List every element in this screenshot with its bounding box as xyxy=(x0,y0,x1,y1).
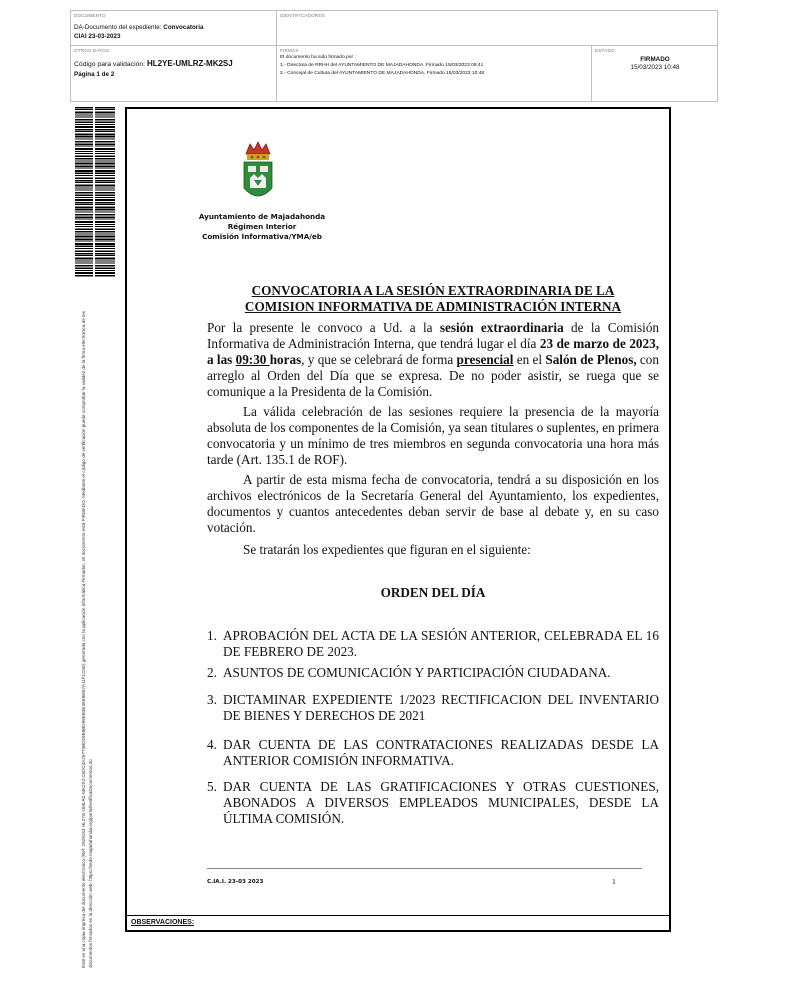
validation-code-prefix: Código para validación: xyxy=(74,61,147,68)
validation-code xyxy=(74,59,233,68)
documento-prefix: DA-Documento del expediente: xyxy=(74,24,164,31)
org-line-2: Régimen Interior xyxy=(227,222,297,231)
estado-date: 15/03/2023 10:48 xyxy=(630,64,680,71)
otros-label: OTROS DATOS xyxy=(74,48,110,53)
firmas-cell xyxy=(277,46,592,101)
org-line-3: Comisión Informativa/YMA/eb xyxy=(202,232,322,241)
observaciones-label: OBSERVACIONES: xyxy=(131,919,195,926)
firma-2: 2.- Concejal de Cultura del AYUNTAMIENTO DE MAJADAHONDA. Firmado 15/03/2023 10:48 xyxy=(280,71,485,76)
p1-date: 23 de marzo de 2023, a las xyxy=(207,336,659,368)
agenda-item-number: 1. xyxy=(207,628,217,643)
agenda-item-2 xyxy=(207,665,659,681)
estado-label: ESTADO xyxy=(595,48,615,53)
agenda-item-text: DAR CUENTA DE LAS GRATIFICACIONES Y OTRAS CUESTIONES, ABONADOS A DIVERSOS EMPLEADOS MUNICIPALES, DESDE LA ÚLTIMA COMISIÓN. xyxy=(223,779,659,826)
footer-divider xyxy=(207,868,642,869)
firmas-intro: El documento ha sido firmado por : xyxy=(280,55,356,60)
agenda-item-number: 4. xyxy=(207,737,217,752)
agenda-item-3 xyxy=(207,692,659,724)
estado-value: FIRMADO xyxy=(640,56,670,63)
documento-cell xyxy=(71,11,277,46)
footer-code: C.IA.I. 23-03 2023 xyxy=(207,879,264,885)
p1-text-g: , y que se celebrará de forma xyxy=(301,352,457,368)
p1-presencial: presencial xyxy=(456,352,514,368)
observaciones-box xyxy=(127,915,669,930)
paragraph-convocatoria xyxy=(207,320,659,400)
validation-code-value: HL2YE-UMLRZ-MK2SJ xyxy=(146,59,233,68)
firma-1: 1.- Directora de RRHH del AYUNTAMIENTO DE MAJADAHONDA. Firmado 15/03/2023 09:41 xyxy=(280,63,484,68)
agenda-item-text: DICTAMINAR EXPEDIENTE 1/2023 RECTIFICACION DEL INVENTARIO DE BIENES Y DERECHOS DE 2021 xyxy=(223,692,659,723)
agenda-item-text: ASUNTOS DE COMUNICACIÓN Y PARTICIPACIÓN CIUDADANA. xyxy=(223,665,611,680)
identificadores-cell xyxy=(277,11,718,46)
verification-side-text: Este es una copia impresa del documento electrónico (Ref: 2929153 HL2YE-UMLRZ-MK2SJ C5DC4A29774BD29E8BD99EB3E45E8EB7A11F1C5E) generada con la aplicación informática Firmadoc. El documento está FIRMADO. Mediante el código de verificación puede comprobar la validez de la firma electrónica de los documentos firmados en la dirección web: https://sede.majadahonda.org/portal/verificaDocumentos.do xyxy=(81,311,93,968)
agenda-item-number: 3. xyxy=(207,692,217,707)
p1-salon-de-plenos: Salón de Plenos, xyxy=(545,352,637,368)
agenda-item-number: 2. xyxy=(207,665,217,680)
paragraph-documentacion: A partir de esta misma fecha de convocatoria, tendrá a su disposición en los archivos electrónicos de la Secretaría General del Ayuntamiento, los expedientes, documentos y cuantos antecedentes deban servir de base al debate y, en su caso votación. xyxy=(207,472,659,536)
p1-time: 09:30 xyxy=(235,352,270,368)
agenda-item-number: 5. xyxy=(207,779,217,794)
firmas-label: FIRMAS xyxy=(280,48,299,53)
documento-label: DOCUMENTO xyxy=(74,13,106,18)
org-line-1: Ayuntamiento de Majadahonda xyxy=(198,212,326,221)
footer-page-number: 1 xyxy=(612,877,616,886)
coat-of-arms-logo xyxy=(238,140,278,206)
page-count: Página 1 de 2 xyxy=(74,71,115,78)
documento-type: Convocatoria xyxy=(163,24,204,31)
orden-del-dia-title: ORDEN DEL DÍA xyxy=(380,585,486,600)
paragraph-expedientes: Se tratarán los expedientes que figuran en el siguiente: xyxy=(243,542,531,557)
signature-header xyxy=(70,10,718,102)
p1-text-i: en el xyxy=(513,352,546,368)
estado-cell xyxy=(592,46,718,101)
document-title-line-2: COMISION INFORMATIVA DE ADMINISTRACIÓN INTERNA xyxy=(244,299,622,314)
agenda-item-text: DAR CUENTA DE LAS CONTRATACIONES REALIZADAS DESDE LA ANTERIOR COMISIÓN INFORMATIVA. xyxy=(223,737,659,768)
agenda-item-text: APROBACIÓN DEL ACTA DE LA SESIÓN ANTERIOR, CELEBRADA EL 16 DE FEBRERO DE 2023. xyxy=(223,628,659,659)
identificadores-label: IDENTIFICADORES xyxy=(280,13,325,18)
p1-sesion-extraordinaria: sesión extraordinaria xyxy=(439,320,564,335)
document-title-line-1: CONVOCATORIA A LA SESIÓN EXTRAORDINARIA DE LA xyxy=(251,283,615,298)
agenda-item-4 xyxy=(207,737,659,769)
barcode xyxy=(75,107,115,277)
otros-datos-cell xyxy=(71,46,277,101)
documento-code: CIAI 23-03-2023 xyxy=(74,33,121,40)
agenda-item-5 xyxy=(207,779,659,827)
p1-text-a: Por la presente le convoco a Ud. a la xyxy=(207,320,440,335)
p1-text-k: con arreglo al Orden del Día que se expresa. De no poder asistir, se ruega que se comunique a la Presidenta de la Comisión. xyxy=(207,352,659,400)
documento-name xyxy=(74,24,204,31)
p1-horas: horas xyxy=(269,352,302,368)
agenda-item-1 xyxy=(207,628,659,660)
p1-text-c: de la Comisión Informativa de Administración Interna, que tendrá lugar el día xyxy=(207,320,660,352)
paragraph-quorum: La válida celebración de las sesiones requiere la presencia de la mayoría absoluta de los componentes de la Comisión, ya sean titulares o suplentes, en primera convocatoria y un mínimo de tres miembros en segunda convocatoria una hora más tarde (Art. 135.1 de ROF). xyxy=(207,404,659,468)
